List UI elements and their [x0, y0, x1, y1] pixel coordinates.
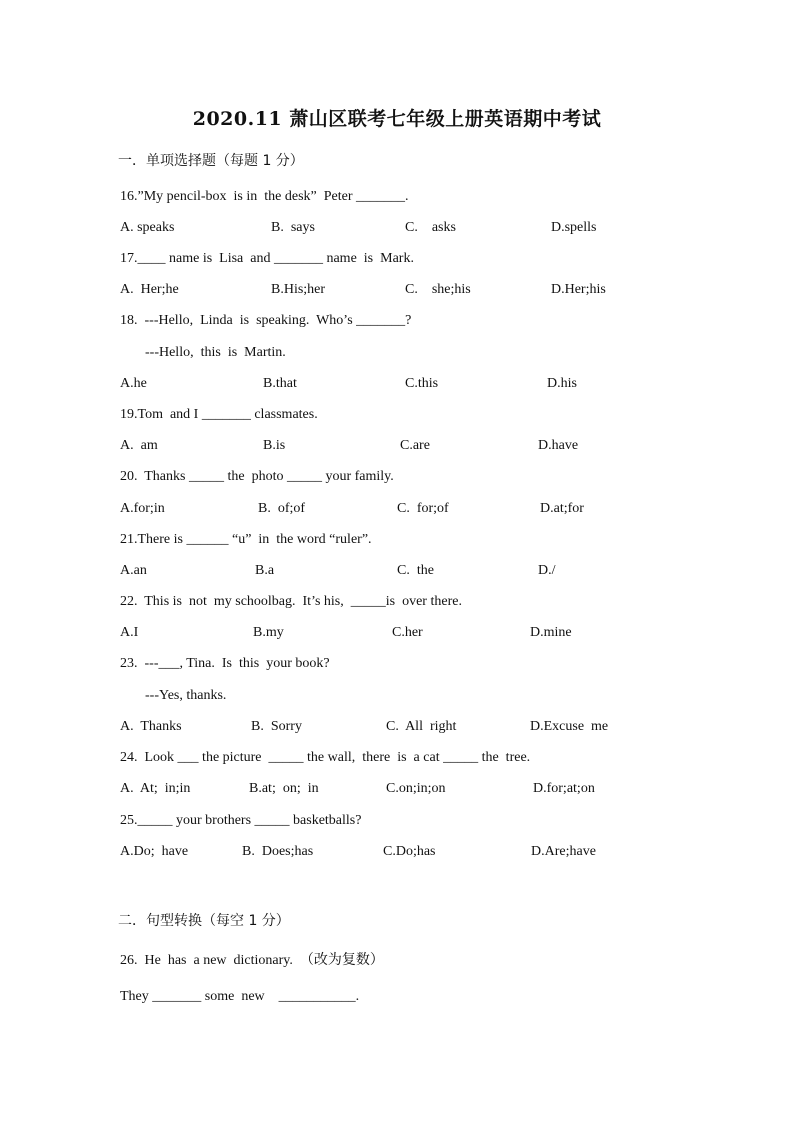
q25-option-d: D.Are;have [531, 844, 596, 859]
q25-option-c: C.Do;has [383, 844, 436, 859]
q17-option-c: C. she;his [405, 282, 471, 297]
question-25: 25._____ your brothers _____ basketballs? [120, 813, 362, 828]
question-23: 23. ---___, Tina. Is this your book? [120, 656, 330, 671]
q20-option-c: C. for;of [397, 501, 449, 516]
q17-option-a: A. Her;he [120, 282, 179, 297]
q18-option-d: D.his [547, 376, 577, 391]
q16-option-b: B. says [271, 220, 315, 235]
q20-option-d: D.at;for [540, 501, 584, 516]
q21-option-a: A.an [120, 563, 147, 578]
q19-option-a: A. am [120, 438, 158, 453]
q24-option-d: D.for;at;on [533, 781, 595, 796]
question-24: 24. Look ___ the picture _____ the wall, there is a cat _____ the tree. [120, 750, 531, 765]
q18-option-a: A.he [120, 376, 147, 391]
q21-option-d: D./ [538, 563, 556, 578]
question-22: 22. This is not my schoolbag. It’s his, _____is over there. [120, 594, 462, 609]
question-19: 19.Tom and I _______ classmates. [120, 407, 318, 422]
q20-option-a: A.for;in [120, 501, 165, 516]
q24-option-b: B.at; on; in [249, 781, 319, 796]
q19-option-b: B.is [263, 438, 286, 453]
q24-option-a: A. At; in;in [120, 781, 191, 796]
q17-option-d: D.Her;his [551, 282, 606, 297]
exam-title: 2020.11 萧山区联考七年级上册英语期中考试 [192, 108, 602, 130]
question-21: 21.There is ______ “u” in the word “ruler”. [120, 532, 372, 547]
section-heading-multiple-choice: 一．单项选择题（每题 1 分） [118, 153, 304, 169]
q25-option-a: A.Do; have [120, 844, 189, 859]
question-26: 26. He has a new dictionary. （改为复数） [120, 953, 384, 968]
q21-option-c: C. the [397, 563, 434, 578]
q20-option-b: B. of;of [258, 501, 306, 516]
q22-option-a: A.I [120, 625, 139, 640]
q23-option-a: A. Thanks [120, 719, 182, 734]
question-18: 18. ---Hello, Linda is speaking. Who’s _______? [120, 313, 412, 328]
section-heading-sentence-transform: 二．句型转换（每空 1 分） [118, 913, 290, 929]
q22-option-c: C.her [392, 625, 423, 640]
q23-option-d: D.Excuse me [530, 719, 609, 734]
question-26-answer-line: They _______ some new ___________. [120, 989, 360, 1004]
question-18-reply: ---Hello, this is Martin. [145, 345, 286, 360]
q22-option-d: D.mine [530, 625, 572, 640]
question-23-reply: ---Yes, thanks. [145, 688, 227, 703]
q23-option-c: C. All right [386, 719, 457, 734]
q16-option-a: A. speaks [120, 220, 175, 235]
q22-option-b: B.my [253, 625, 284, 640]
q21-option-b: B.a [255, 563, 275, 578]
q17-option-b: B.His;her [271, 282, 326, 297]
q18-option-b: B.that [263, 376, 297, 391]
q16-option-c: C. asks [405, 220, 456, 235]
q25-option-b: B. Does;has [242, 844, 314, 859]
q24-option-c: C.on;in;on [386, 781, 446, 796]
question-17: 17.____ name is Lisa and _______ name is Mark. [120, 251, 414, 266]
q19-option-c: C.are [400, 438, 430, 453]
question-16: 16.”My pencil-box is in the desk” Peter _______. [120, 189, 409, 204]
q23-option-b: B. Sorry [251, 719, 302, 734]
q19-option-d: D.have [538, 438, 579, 453]
q18-option-c: C.this [405, 376, 439, 391]
question-20: 20. Thanks _____ the photo _____ your family. [120, 469, 394, 484]
q16-option-d: D.spells [551, 220, 597, 235]
